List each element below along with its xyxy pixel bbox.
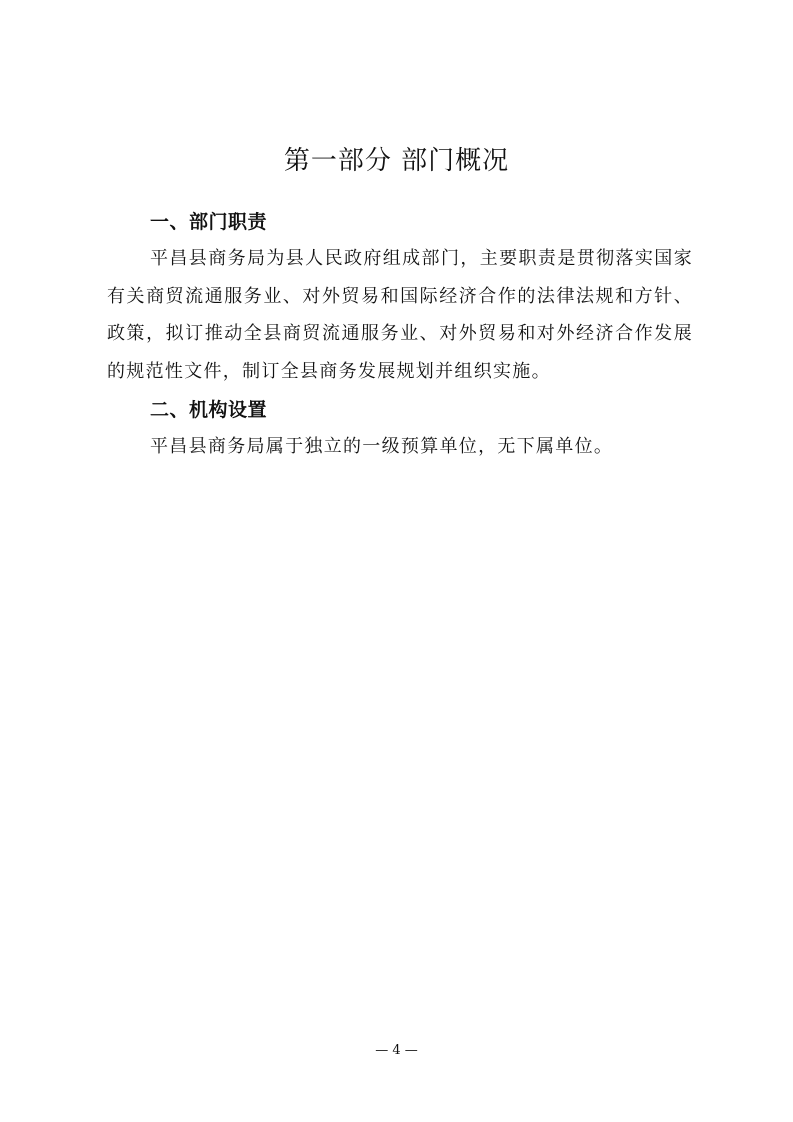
page-number: — 4 —	[375, 1043, 418, 1058]
page-title: 第一部分 部门概况	[283, 146, 510, 176]
section-paragraph-duties: 平昌县商务局为县人民政府组成部门，主要职责是贯彻落实国家有关商贸流通服务业、对外贸易和国际经济合作的法律法规和方针、政策，拟订推动全县商贸流通服务业、对外贸易和对外经济合作发展的规范性文件，制订全县商务发展规划并组织实施。	[107, 248, 693, 382]
section-heading-structure: 二、机构设置	[150, 399, 268, 421]
section-paragraph-structure: 平昌县商务局属于独立的一级预算单位，无下属单位。	[150, 436, 614, 457]
section-heading-duties: 一、部门职责	[150, 211, 268, 233]
